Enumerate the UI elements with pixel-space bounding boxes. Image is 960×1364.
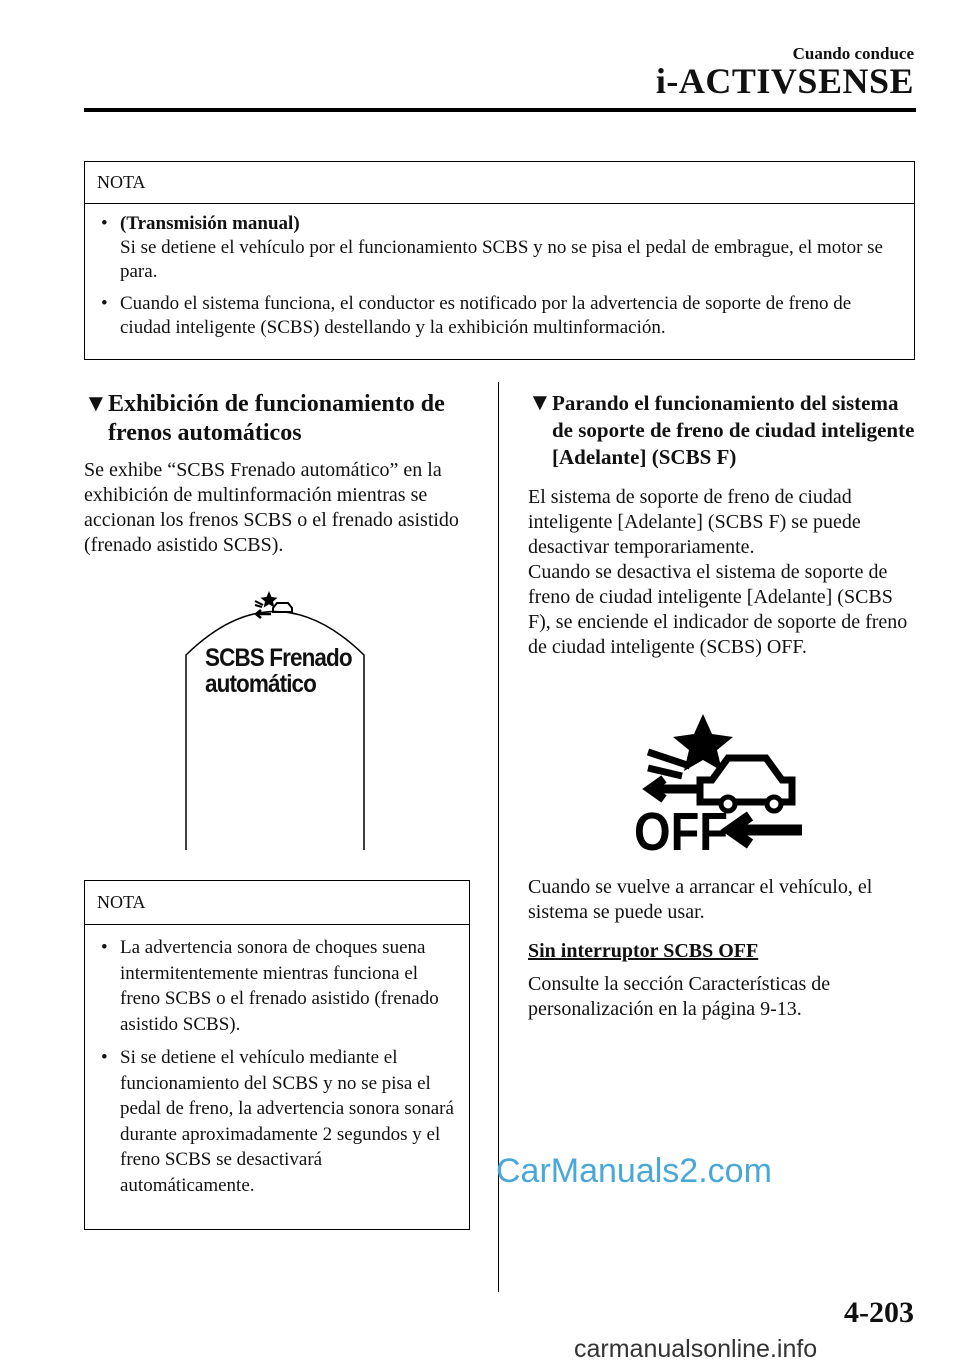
subheading: Sin interruptor SCBS OFF bbox=[528, 940, 759, 962]
right-paragraph-2: Cuando se desactiva el sistema de soporte de freno de ciudad inteligente [Adelante] (SCBS F), se enciende el indicador de soporte de freno de ciudad inteligente (SCBS) OFF. bbox=[528, 561, 908, 658]
right-paragraph-4: Consulte la sección Características de personalización en la página 9-13. bbox=[528, 973, 831, 1020]
right-paragraph-3: Cuando se vuelve a arrancar el vehículo, el sistema se puede usar. bbox=[528, 876, 873, 923]
note-item bbox=[97, 1045, 457, 1198]
chapter-title: i-ACTIVSENSE bbox=[655, 61, 914, 101]
note-list bbox=[85, 204, 914, 358]
triangle-bullet-icon: ▼ bbox=[84, 391, 108, 417]
note-item bbox=[97, 212, 902, 284]
section-label: Cuando conduce bbox=[792, 44, 914, 63]
triangle-bullet-icon: ▼ bbox=[528, 390, 552, 416]
note-item bbox=[97, 292, 902, 340]
note-list bbox=[85, 925, 469, 1216]
display-message-line1: SCBS Frenado bbox=[205, 644, 352, 672]
off-text: OFF bbox=[634, 802, 728, 852]
note-title: NOTA bbox=[85, 162, 914, 204]
page-number: 4-203 bbox=[844, 1296, 914, 1329]
display-message-line2: automático bbox=[205, 670, 317, 698]
note-title: NOTA bbox=[85, 881, 469, 925]
header-divider bbox=[84, 108, 916, 112]
note-item-text: Cuando el sistema funciona, el conductor es notificado por la advertencia de soporte de freno de ciudad inteligente (SCBS) destellando y la exhibición multinformación. bbox=[120, 293, 852, 338]
right-paragraph-1: El sistema de soporte de freno de ciudad inteligente [Adelante] (SCBS F) se puede desactivar temporariamente. bbox=[528, 486, 861, 558]
section-heading-left bbox=[84, 390, 474, 448]
note-box-bottom bbox=[84, 880, 470, 1230]
watermark: CarManuals2.com bbox=[496, 1152, 772, 1190]
section-heading-right bbox=[528, 390, 918, 471]
note-box-top bbox=[84, 161, 915, 360]
scbs-warning-icon bbox=[255, 591, 292, 618]
watermark-bottom: carmanualsonline.info bbox=[574, 1335, 818, 1363]
heading-text: Exhibición de funcionamiento de frenos automáticos bbox=[108, 391, 445, 446]
heading-text: Parando el funcionamiento del sistema de soporte de freno de ciudad inteligente [Adelante] (SCBS F) bbox=[552, 391, 915, 469]
left-paragraph: Se exhibe “SCBS Frenado automático” en la exhibición de multinformación mientras se accionan los frenos SCBS o el frenado asistido (frenado asistido SCBS). bbox=[84, 459, 459, 556]
note-item bbox=[97, 935, 457, 1037]
display-message bbox=[205, 645, 352, 697]
note-item-bold: (Transmisión manual) bbox=[120, 213, 300, 234]
scbs-off-indicator-illustration bbox=[630, 712, 805, 852]
note-item-text: Si se detiene el vehículo mediante el funcionamiento del SCBS y no se pisa el pedal de freno, la advertencia sonora sonará durante aproximadamente 2 segundos y el freno SCBS se desactivará automáticamente. bbox=[120, 1047, 454, 1196]
note-item-text: Si se detiene el vehículo por el funcionamiento SCBS y no se pisa el pedal de embrague, el motor se para. bbox=[120, 237, 883, 282]
multi-info-display-illustration bbox=[185, 580, 365, 850]
note-item-text: La advertencia sonora de choques suena intermitentemente mientras funciona el freno SCBS o el frenado asistido (frenado asistido SCBS). bbox=[120, 937, 439, 1035]
